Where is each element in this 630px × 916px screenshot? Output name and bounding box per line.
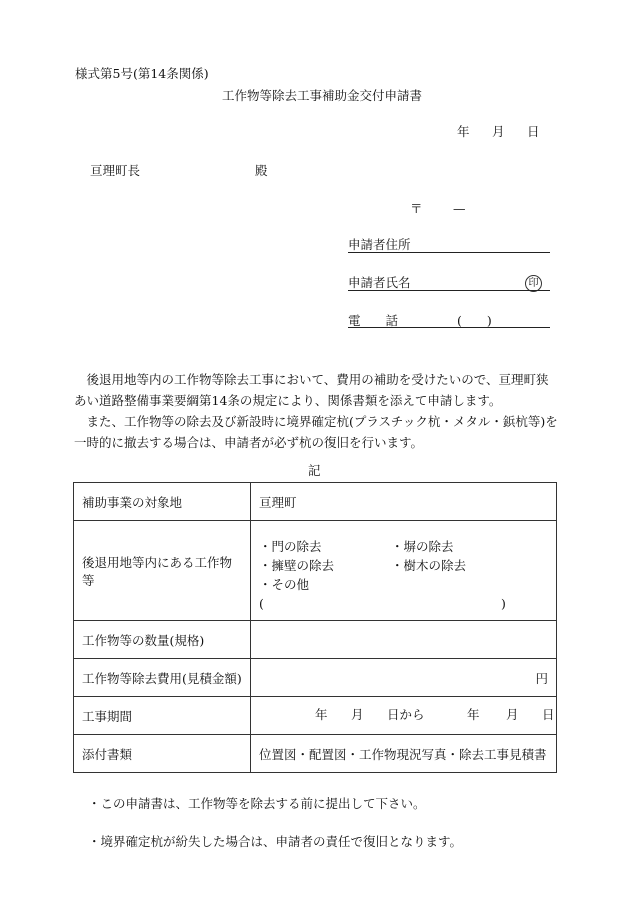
- table-row: [74, 659, 557, 697]
- date-month: 月: [492, 124, 505, 139]
- applicant-name-label: 申請者氏名: [348, 275, 411, 290]
- applicant-phone-line[interactable]: [348, 327, 550, 328]
- period-month2: 月: [506, 706, 519, 722]
- postal-dash: —: [453, 201, 466, 216]
- table-row: [74, 521, 557, 621]
- structures-label: 後退用地等内にある工作物等: [74, 521, 251, 621]
- option-fence[interactable]: ・塀の除去: [391, 538, 454, 554]
- period-year2: 年: [467, 706, 480, 722]
- cost-value[interactable]: [251, 659, 557, 697]
- period-day2: 日: [542, 706, 555, 722]
- cost-unit: 円: [535, 670, 548, 686]
- other-close-paren: ): [501, 595, 506, 611]
- addressee-name: 亘理町長: [90, 163, 141, 178]
- period-label: 工事期間: [74, 697, 251, 735]
- body-paragraph-1: 後退用地等内の工作物等除去工事において、費用の補助を受けたいので、亘理町狭あい道路整備事業要綱第14条の規定により、関係書類を添えて申請します。: [74, 372, 549, 408]
- seal-mark: 印: [525, 275, 542, 292]
- table-row: [74, 621, 557, 659]
- other-open-paren: (: [259, 595, 264, 611]
- addressee-honorific: 殿: [255, 163, 268, 178]
- note-2: ・境界確定杭が紛失した場合は、申請者の責任で復旧となります。: [88, 834, 463, 849]
- record-heading: 記: [308, 463, 321, 478]
- detail-table: [73, 482, 557, 773]
- option-retaining-wall[interactable]: ・擁壁の除去: [259, 557, 335, 573]
- date-day: 日: [527, 124, 540, 139]
- phone-parens: ( ): [457, 313, 492, 328]
- attachments-label: 添付書類: [74, 735, 251, 773]
- form-number: 様式第5号(第14条関係): [75, 66, 209, 81]
- structures-options: [251, 521, 557, 621]
- period-from: 日から: [387, 706, 425, 722]
- applicant-phone-label: 電 話: [348, 313, 399, 328]
- period-value[interactable]: [251, 697, 557, 735]
- option-other[interactable]: ・その他: [259, 576, 310, 592]
- applicant-address-label: 申請者住所: [348, 237, 411, 252]
- option-trees[interactable]: ・樹木の除去: [391, 557, 467, 573]
- postal-mark: 〒: [410, 201, 423, 216]
- applicant-name-line[interactable]: [348, 290, 550, 291]
- table-row: [74, 735, 557, 773]
- applicant-address-line[interactable]: [348, 252, 550, 253]
- attachments-value: 位置図・配置図・工作物現況写真・除去工事見積書: [251, 735, 557, 773]
- cost-label: 工作物等除去費用(見積金額): [74, 659, 251, 697]
- note-1: ・この申請書は、工作物等を除去する前に提出して下さい。: [88, 796, 426, 811]
- table-row: [74, 483, 557, 521]
- target-value[interactable]: 亘理町: [251, 483, 557, 521]
- period-month1: 月: [351, 706, 364, 722]
- table-row: [74, 697, 557, 735]
- period-year1: 年: [315, 706, 328, 722]
- quantity-value[interactable]: [251, 621, 557, 659]
- date-year: 年: [457, 124, 470, 139]
- option-gate[interactable]: ・門の除去: [259, 538, 322, 554]
- target-label: 補助事業の対象地: [74, 483, 251, 521]
- body-paragraph-2: また、工作物等の除去及び新設時に境界確定杭(プラスチック杭・メタル・鋲杭等)を一時的に撤去する場合は、申請者が必ず杭の復旧を行います。: [74, 414, 558, 450]
- quantity-label: 工作物等の数量(規格): [74, 621, 251, 659]
- document-title: 工作物等除去工事補助金交付申請書: [222, 88, 423, 103]
